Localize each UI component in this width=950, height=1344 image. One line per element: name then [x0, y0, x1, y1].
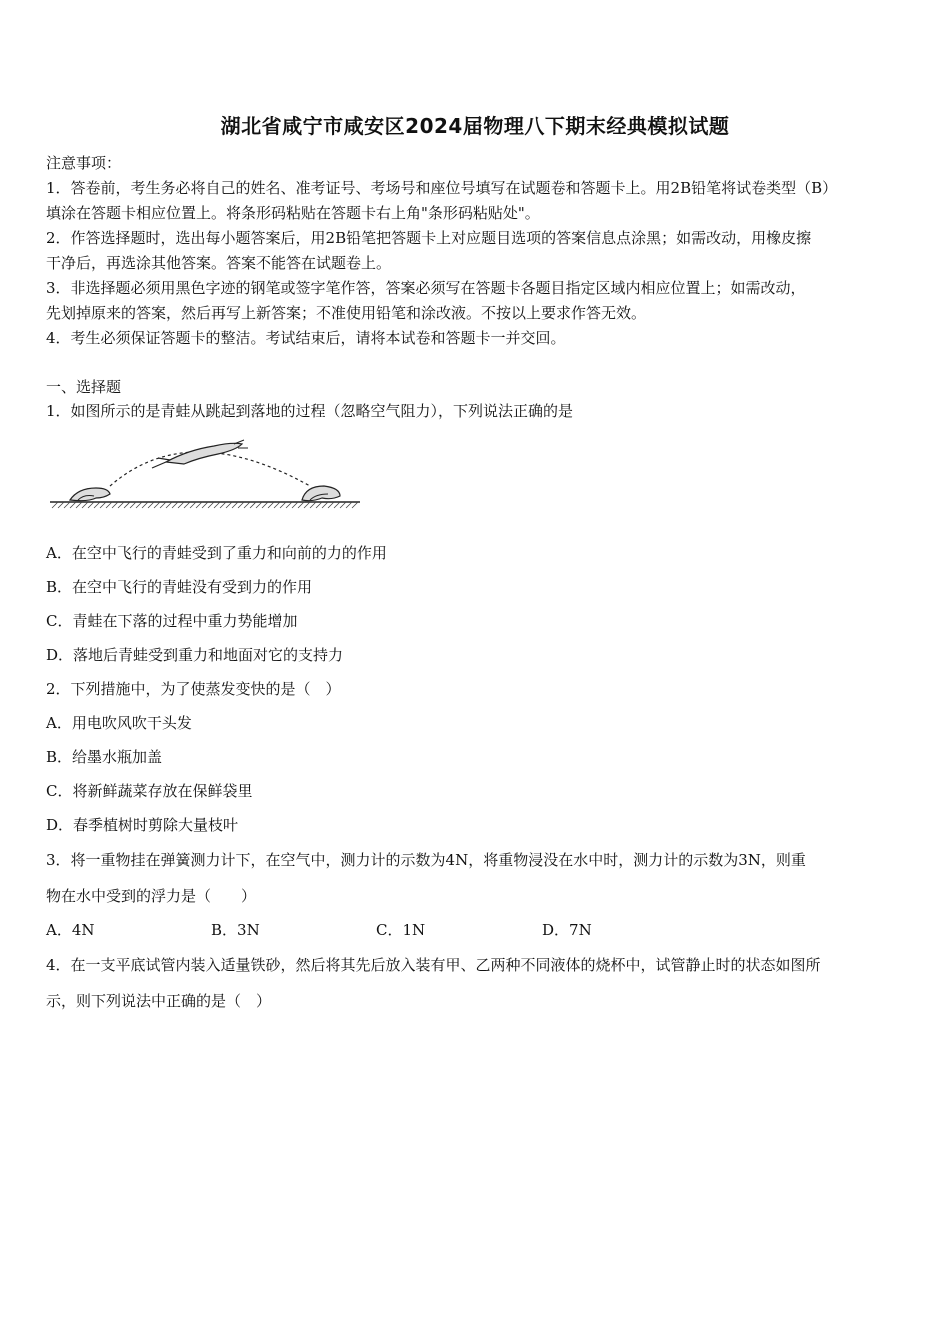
question-1-option-a: A．在空中飞行的青蛙受到了重力和向前的力的作用	[46, 544, 387, 562]
notice-line: 2．作答选择题时，选出每小题答案后，用2B铅笔把答题卡上对应题目选项的答案信息点涂黑；如需改动，用橡皮擦	[46, 229, 812, 247]
question-3-stem: 3．将一重物挂在弹簧测力计下，在空气中，测力计的示数为4N，将重物浸没在水中时，测力计的示数为3N，则重	[46, 851, 806, 869]
question-3-option-b: B．3N	[211, 921, 260, 939]
section-heading: 一、选择题	[46, 378, 122, 396]
question-1-option-b: B．在空中飞行的青蛙没有受到力的作用	[46, 578, 313, 596]
question-2-option-c: C．将新鲜蔬菜存放在保鲜袋里	[46, 782, 253, 800]
question-4-stem: 4．在一支平底试管内装入适量铁砂，然后将其先后放入装有甲、乙两种不同液体的烧杯中，试管静止时的状态如图所	[46, 956, 821, 974]
page-title: 湖北省咸宁市咸安区2024届物理八下期末经典模拟试题	[220, 114, 730, 138]
question-2-option-a: A．用电吹风吹干头发	[46, 714, 192, 732]
notice-line: 干净后，再选涂其他答案。答案不能答在试题卷上。	[46, 254, 392, 272]
notice-heading: 注意事项：	[46, 154, 122, 172]
question-3-option-d: D．7N	[542, 921, 592, 939]
notice-line: 先划掉原来的答案，然后再写上新答案；不准使用铅笔和涂改液。不按以上要求作答无效。	[46, 304, 647, 322]
notice-line: 填涂在答题卡相应位置上。将条形码粘贴在答题卡右上角"条形码粘贴处"。	[46, 204, 540, 222]
question-3-option-c: C．1N	[376, 921, 426, 939]
question-2-option-b: B．给墨水瓶加盖	[46, 748, 163, 766]
question-1-option-c: C．青蛙在下落的过程中重力势能增加	[46, 612, 298, 630]
question-2-option-d: D．春季植树时剪除大量枝叶	[46, 816, 239, 834]
frog-jump-figure	[48, 428, 364, 518]
question-1-stem: 1．如图所示的是青蛙从跳起到落地的过程（忽略空气阻力），下列说法正确的是	[46, 402, 574, 420]
notice-line: 3．非选择题必须用黑色字迹的钢笔或签字笔作答，答案必须写在答题卡各题目指定区域内相应位置上；如需改动，	[46, 279, 806, 297]
notice-line: 1．答卷前，考生务必将自己的姓名、准考证号、考场号和座位号填写在试题卷和答题卡上。用2B铅笔将试卷类型（B）	[46, 179, 838, 197]
notice-line: 4．考生必须保证答题卡的整洁。考试结束后，请将本试卷和答题卡一并交回。	[46, 329, 566, 347]
question-3-stem-continued: 物在水中受到的浮力是（ ）	[46, 887, 257, 905]
question-3-option-a: A．4N	[46, 921, 95, 939]
question-1-option-d: D．落地后青蛙受到重力和地面对它的支持力	[46, 646, 344, 664]
question-2-stem: 2．下列措施中，为了使蒸发变快的是（ ）	[46, 680, 341, 698]
question-4-stem-continued: 示，则下列说法中正确的是（ ）	[46, 992, 272, 1010]
